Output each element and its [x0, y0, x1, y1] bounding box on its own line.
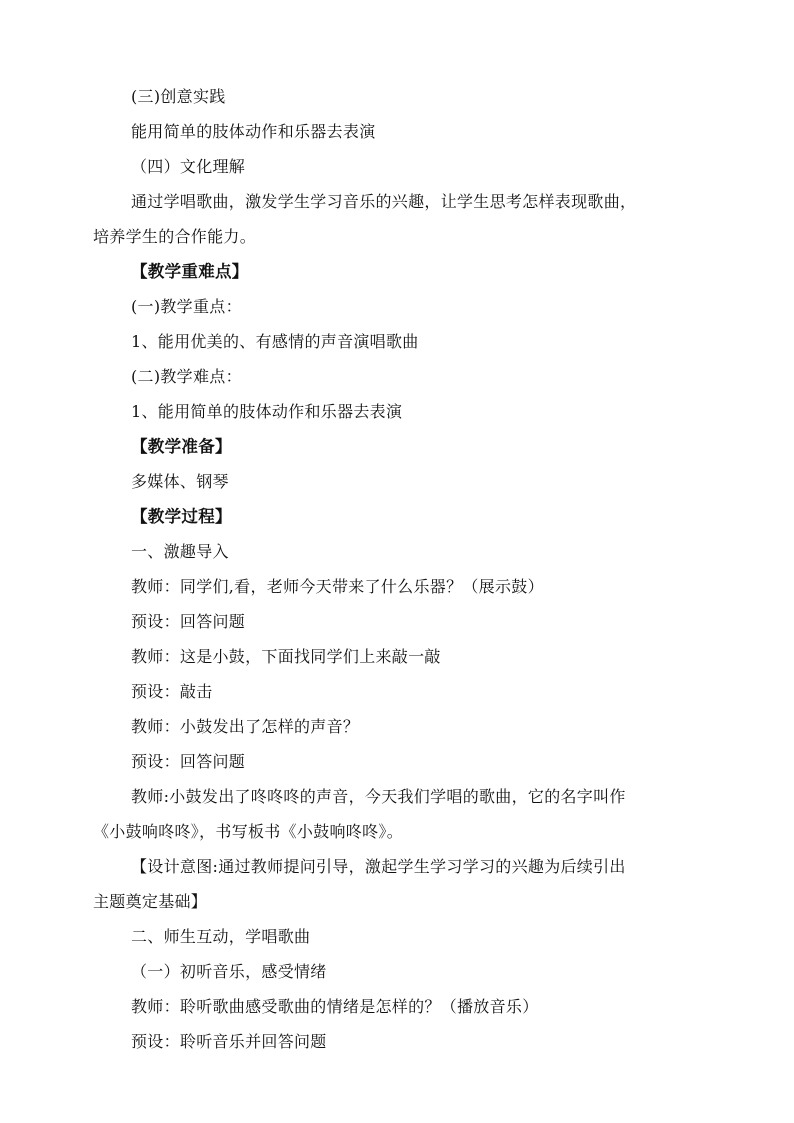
heading-key-difficult-points: 【教学重难点】 — [131, 262, 249, 281]
subheading-difficult-points: (二)教学难点： — [131, 367, 242, 386]
section-creative-practice: (三)创意实践 — [131, 87, 226, 106]
subheading-first-listening: （一）初听音乐，感受情绪 — [131, 962, 327, 981]
dialogue-line: 教师：这是小鼓，下面找同学们上来敲一敲 — [131, 647, 441, 666]
subheading-interaction: 二、师生互动，学唱歌曲 — [131, 927, 311, 946]
paragraph-line: 培养学生的合作能力。 — [93, 227, 257, 246]
dialogue-line: 预设：回答问题 — [131, 612, 246, 631]
paragraph-line: 通过学唱歌曲，激发学生学习音乐的兴趣，让学生思考怎样表现歌曲， — [131, 192, 637, 211]
dialogue-line: 预设：敲击 — [131, 682, 213, 701]
subheading-introduction: 一、激趣导入 — [131, 542, 229, 561]
dialogue-line: 教师：聆听歌曲感受歌曲的情绪是怎样的？（播放音乐） — [131, 997, 539, 1016]
subheading-key-points: (一)教学重点： — [131, 297, 242, 316]
dialogue-line: 教师：小鼓发出了怎样的声音？ — [131, 717, 360, 736]
dialogue-line: 教师:小鼓发出了咚咚咚的声音，今天我们学唱的歌曲，它的名字叫作 — [131, 787, 626, 806]
section-cultural-understanding: （四）文化理解 — [131, 157, 246, 176]
dialogue-line: 预设：聆听音乐并回答问题 — [131, 1032, 327, 1051]
heading-teaching-process: 【教学过程】 — [131, 507, 232, 526]
list-item: 1、能用简单的肢体动作和乐器去表演 — [131, 402, 403, 421]
list-item: 1、能用优美的、有感情的声音演唱歌曲 — [131, 332, 419, 351]
heading-teaching-preparation: 【教学准备】 — [131, 437, 232, 456]
design-intent-note: 【设计意图:通过教师提问引导，激起学生学习学习的兴趣为后续引出 — [131, 857, 626, 876]
dialogue-line: 预设：回答问题 — [131, 752, 246, 771]
paragraph-line: 多媒体、钢琴 — [131, 472, 229, 491]
dialogue-line: 《小鼓响咚咚》，书写板书《小鼓响咚咚》。 — [93, 822, 404, 841]
paragraph-line: 能用简单的肢体动作和乐器去表演 — [131, 122, 376, 141]
design-intent-note: 主题奠定基础】 — [93, 892, 208, 911]
dialogue-line: 教师：同学们,看，老师今天带来了什么乐器？（展示鼓） — [131, 577, 544, 596]
